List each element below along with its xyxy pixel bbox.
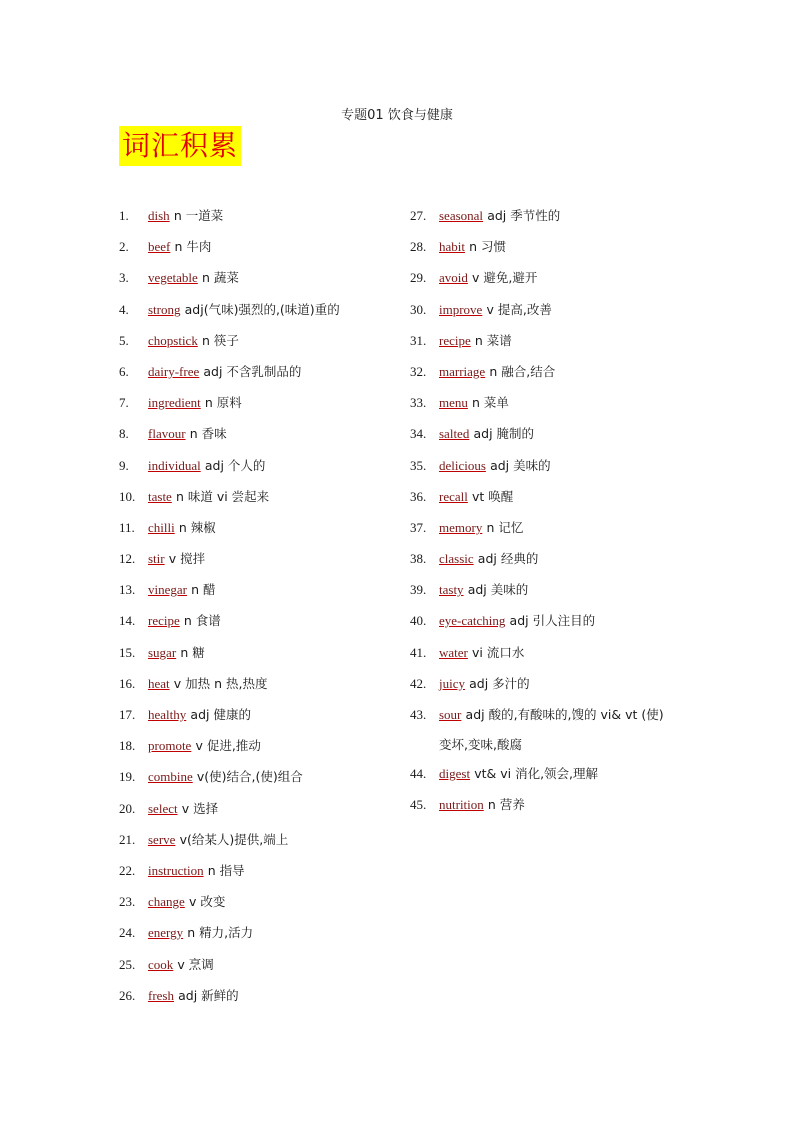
entry-word: digest [439,766,471,781]
vocab-entry [119,701,419,732]
entry-definition: n 筷子 [201,332,239,348]
entry-word: menu [439,395,468,411]
entry-definition: adj 不含乳制品的 [203,363,302,379]
entry-number: 9. [119,457,129,473]
vocab-entry [119,857,419,888]
entry-definition: adj 美味的 [467,582,529,598]
entry-word: classic [439,551,474,567]
entry-definition: adj 季节性的 [487,208,561,223]
entry-definition: n 蔬菜 [201,270,239,286]
entry-number: 6. [119,363,129,379]
entry-number: 19. [119,769,136,785]
vocab-entry [410,233,710,264]
entry-word: individual [148,457,201,473]
entry-word: recall [439,488,468,504]
vocab-entry [119,420,419,451]
vocab-entry [119,202,419,233]
entry-number: 36. [410,488,427,504]
vocab-entry [119,888,419,919]
entry-number: 28. [410,239,427,255]
vocab-entry [410,607,710,638]
entry-definition: n 指导 [207,862,245,878]
entry-word: stir [148,551,165,567]
entry-definition: n 营养 [487,797,525,813]
vocab-entry [410,452,710,483]
vocab-entry [119,826,419,857]
vocab-entry [410,358,710,389]
entry-word: beef [148,239,171,255]
entry-definition: v 促进,推动 [195,738,261,754]
entry-definition: v 加热 n 热,热度 [173,675,268,691]
vocab-entry [119,233,419,264]
entry-number: 32. [410,363,427,379]
entry-definition: adj 引人注目的 [509,613,596,629]
entry-number: 13. [119,582,136,598]
entry-definition: adj(气味)强烈的,(味道)重的 [184,301,340,317]
vocab-entry [119,607,419,638]
entry-number: 23. [119,894,136,910]
entry-word: memory [439,519,483,535]
entry-definition: adj 腌制的 [473,426,535,442]
entry-number: 11. [119,519,135,535]
entry-word: fresh [148,987,174,1003]
entry-definition: n 味道 vi 尝起来 [175,488,270,504]
entry-definition-continued: 变坏,变味,酸腐 [439,737,522,752]
entry-word: instruction [148,862,204,878]
entry-definition: n 辣椒 [178,519,216,535]
entry-definition: adj 新鲜的 [178,987,239,1003]
vocab-entry [410,545,710,576]
entry-definition: v 烹调 [177,956,214,972]
entry-word: vinegar [148,582,187,598]
entry-definition: v 选择 [181,800,219,816]
entry-word: energy [148,925,184,941]
entry-word: avoid [439,270,468,286]
entry-number: 34. [410,426,427,442]
entry-definition: vt 唤醒 [472,488,514,504]
entry-word: change [148,894,185,910]
entry-number: 22. [119,862,136,878]
entry-word: salted [439,426,470,442]
vocab-list-right [410,202,710,822]
entry-number: 38. [410,551,427,567]
entry-definition: v 避免,避开 [472,270,538,286]
entry-word: flavour [148,426,186,442]
vocab-entry [119,264,419,295]
entry-word: recipe [439,332,471,348]
entry-number: 1. [119,208,129,223]
vocab-entry [119,763,419,794]
entry-word: combine [148,769,193,785]
vocab-entry [119,327,419,358]
entry-definition: adj 酸的,有酸味的,馊的 vi& vt (使) [465,707,664,722]
entry-number: 8. [119,426,129,442]
entry-definition: n 习惯 [469,239,507,255]
vocab-entry [410,701,690,760]
vocab-entry [410,670,710,701]
vocab-entry [410,389,710,420]
entry-word: heat [148,675,170,691]
entry-definition: n 醋 [191,582,216,598]
vocab-entry [410,483,710,514]
vocab-entry [410,264,710,295]
entry-number: 42. [410,675,427,691]
entry-word: promote [148,738,192,754]
vocab-entry [119,951,419,982]
entry-number: 39. [410,582,427,598]
entry-definition: n 糖 [180,644,205,660]
entry-word: marriage [439,363,486,379]
entry-word: eye-catching [439,613,506,629]
entry-number: 5. [119,332,129,348]
vocab-entry [410,202,710,233]
entry-number: 33. [410,395,427,411]
vocab-entry [119,296,419,327]
vocab-list-left [119,202,419,1013]
entry-word: habit [439,239,465,255]
entry-number: 4. [119,301,129,317]
vocab-entry [410,420,710,451]
entry-word: chilli [148,519,175,535]
entry-definition: adj 经典的 [477,551,539,567]
entry-definition: n 一道菜 [173,208,224,223]
entry-definition: n 融合,结合 [489,363,556,379]
entry-number: 44. [410,766,427,781]
vocab-entry [119,795,419,826]
entry-definition: n 菜单 [472,395,509,411]
entry-number: 17. [119,707,136,722]
entry-word: water [439,644,468,660]
entry-word: taste [148,488,172,504]
entry-number: 10. [119,488,136,504]
vocab-entry [119,732,419,763]
vocab-entry [410,576,710,607]
entry-definition: n 菜谱 [474,332,512,348]
entry-definition: v(使)结合,(使)组合 [196,769,303,785]
entry-number: 7. [119,395,129,411]
entry-number: 24. [119,925,136,941]
entry-number: 35. [410,457,427,473]
vocab-entry [119,514,419,545]
entry-definition: v 提高,改善 [486,301,552,317]
entry-definition: n 香味 [189,426,227,442]
section-heading: 词汇积累 [119,126,241,166]
entry-word: cook [148,956,174,972]
entry-word: serve [148,831,176,847]
entry-number: 25. [119,956,136,972]
entry-number: 27. [410,208,427,223]
page-title: 专题01 饮食与健康 [341,108,453,123]
entry-number: 14. [119,613,136,629]
vocab-entry [119,639,419,670]
entry-definition: n 精力,活力 [187,925,254,941]
vocab-entry [119,919,419,950]
entry-word: strong [148,301,181,317]
entry-word: select [148,800,178,816]
entry-number: 37. [410,519,427,535]
vocab-entry [119,452,419,483]
entry-number: 21. [119,831,136,847]
vocab-entry [119,545,419,576]
entry-number: 29. [410,270,427,286]
entry-word: dish [148,208,170,223]
entry-definition: v(给某人)提供,端上 [179,831,289,847]
vocab-entry [119,358,419,389]
entry-word: improve [439,301,483,317]
entry-definition: adj 个人的 [204,457,266,473]
entry-number: 31. [410,332,427,348]
entry-number: 40. [410,613,427,629]
entry-number: 30. [410,301,427,317]
entry-word: dairy-free [148,363,200,379]
vocab-entry [410,760,710,791]
vocab-entry [119,483,419,514]
entry-number: 20. [119,800,136,816]
vocab-entry [119,670,419,701]
entry-word: healthy [148,707,187,722]
entry-number: 43. [410,707,427,722]
entry-definition: v 改变 [188,894,226,910]
entry-definition: adj 多汁的 [469,675,530,691]
vocab-entry [410,327,710,358]
vocab-entry [410,791,710,822]
vocab-entry [119,389,419,420]
entry-number: 26. [119,987,136,1003]
vocab-entry [410,639,710,670]
entry-number: 2. [119,239,129,255]
entry-word: delicious [439,457,486,473]
entry-word: chopstick [148,332,198,348]
vocab-entry [119,576,419,607]
entry-definition: n 记忆 [486,519,524,535]
entry-definition: adj 美味的 [490,457,551,473]
entry-word: seasonal [439,208,484,223]
vocab-entry [410,514,710,545]
entry-definition: vt& vi 消化,领会,理解 [474,766,599,781]
entry-number: 18. [119,738,136,754]
entry-word: nutrition [439,797,484,813]
entry-number: 41. [410,644,427,660]
entry-definition: n 牛肉 [174,239,212,255]
entry-word: juicy [439,675,465,691]
entry-word: ingredient [148,395,201,411]
entry-number: 45. [410,797,427,813]
entry-definition: v 搅拌 [168,551,206,567]
entry-definition: n 食谱 [183,613,221,629]
vocab-entry [119,982,419,1013]
entry-word: sugar [148,644,177,660]
entry-definition: n 原料 [204,395,242,411]
entry-word: vegetable [148,270,198,286]
entry-number: 15. [119,644,136,660]
entry-definition: vi 流口水 [472,644,525,660]
entry-word: sour [439,707,462,722]
entry-number: 16. [119,675,136,691]
entry-number: 12. [119,551,136,567]
entry-definition: adj 健康的 [190,707,251,722]
vocab-entry [410,296,710,327]
entry-word: recipe [148,613,180,629]
entry-number: 3. [119,270,129,286]
entry-word: tasty [439,582,464,598]
